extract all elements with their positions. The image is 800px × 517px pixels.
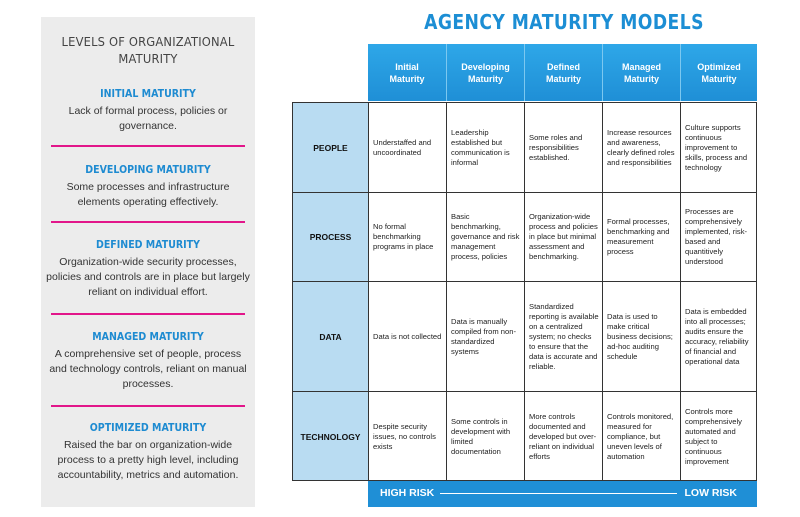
column-header-line1: Managed: [621, 61, 661, 72]
table-cell: [368, 281, 446, 391]
column-header: [524, 44, 602, 101]
cell-text: Understaffed and uncoordinated: [373, 137, 432, 157]
panel-title-line2: MATURITY: [118, 51, 178, 66]
column-header-line1: Optimized: [697, 61, 741, 72]
cell-text: Increase resources and awareness, clearly defined roles and responsibilities: [607, 127, 675, 167]
level-description: Organization-wide security processes, policies and controls are in place but largely reliant on individual effort.: [46, 256, 250, 298]
cell-text: Culture supports continuous improvement to skills, process and technology: [685, 122, 748, 172]
level-description: A comprehensive set of people, process and technology controls, reliant on manual processes.: [49, 348, 247, 390]
level-managed: [41, 330, 255, 392]
table-cell: [446, 192, 524, 281]
level-title: DEFINED MATURITY: [96, 239, 200, 251]
table-cell: [602, 281, 680, 391]
column-header: [368, 44, 446, 101]
column-header-line1: Initial: [395, 61, 419, 72]
table-cell: [368, 192, 446, 281]
cell-text: Standardized reporting is available on a centralized system; no checks to ensure that the data is accurate and reliable.: [529, 301, 599, 371]
column-header: [680, 44, 757, 101]
table-cell: [368, 102, 446, 192]
column-header-line2: Maturity: [623, 73, 659, 84]
row-header-technology: TECHNOLOGY: [292, 391, 368, 481]
cell-text: Processes are comprehensively implemented, risk-based and quantitively understood: [685, 207, 748, 266]
level-title: INITIAL MATURITY: [100, 88, 196, 100]
table-cell: [680, 391, 757, 481]
column-header-line2: Maturity: [701, 73, 737, 84]
cell-text: Some controls in development with limited documentation: [451, 416, 511, 456]
column-header-line1: Developing: [461, 61, 510, 72]
panel-title-line1: LEVELS OF ORGANIZATIONAL: [61, 34, 235, 49]
cell-text: Some roles and responsibilities established.: [529, 132, 583, 162]
level-description: Raised the bar on organization-wide process to a pretty high level, including accountability, metrics and automation.: [57, 439, 239, 481]
table-cell: [446, 102, 524, 192]
table-cell: [602, 391, 680, 481]
column-header: [446, 44, 524, 101]
table-cell: [368, 391, 446, 481]
cell-text: Despite security issues, no controls exists: [373, 421, 436, 451]
cell-text: Data is embedded into all processes; audits ensure the accuracy, reliability of financial and operational data: [685, 306, 749, 366]
cell-text: No formal benchmarking programs in place: [373, 222, 434, 251]
cell-text: Data is manually compiled from non-standardized systems: [451, 316, 516, 356]
level-initial: [41, 87, 255, 134]
high-risk-label: HIGH RISK: [380, 487, 435, 499]
low-risk-label: LOW RISK: [684, 487, 737, 499]
panel-title: [50, 33, 247, 67]
table-cell: [524, 391, 602, 481]
level-optimized: [41, 421, 255, 483]
cell-text: Data is not collected: [373, 331, 442, 341]
cell-text: Formal processes, benchmarking and measurement process: [607, 217, 670, 256]
level-divider: [51, 405, 245, 407]
column-header-line2: Maturity: [389, 73, 425, 84]
column-header: [602, 44, 680, 101]
table-cell: [602, 192, 680, 281]
cell-text: Controls more comprehensively automated and subject to continuous improvement: [685, 406, 742, 466]
column-header-line1: Defined: [546, 61, 580, 72]
cell-text: Organization-wide process and policies in place but minimal assessment and benchmarking.: [529, 212, 598, 261]
table-cell: [524, 102, 602, 192]
level-divider: [51, 221, 245, 223]
table-cell: [680, 192, 757, 281]
level-defined: [41, 238, 255, 300]
maturity-levels-panel: [41, 17, 255, 507]
table-cell: [524, 192, 602, 281]
column-header-line2: Maturity: [545, 73, 581, 84]
row-header-data: DATA: [292, 281, 368, 391]
table-cell: [680, 281, 757, 391]
cell-text: Basic benchmarking, governance and risk management process, policies: [451, 212, 520, 261]
table-cell: [446, 391, 524, 481]
table-cell: [680, 102, 757, 192]
level-developing: [41, 163, 255, 210]
level-description: Lack of formal process, policies or governance.: [68, 105, 228, 132]
cell-text: Leadership established but communication is informal: [451, 127, 510, 167]
cell-text: Controls monitored, measured for compliance, but uneven levels of automation: [607, 411, 674, 461]
chart-title: AGENCY MATURITY MODELS: [424, 10, 704, 34]
cell-text: Data is used to make critical business decisions; ad-hoc auditing schedule: [607, 311, 673, 361]
level-divider: [51, 145, 245, 147]
table-cell: [446, 281, 524, 391]
cell-text: More controls documented and developed but over-reliant on individual efforts: [529, 411, 597, 461]
table-cell: [602, 102, 680, 192]
row-header-process: PROCESS: [292, 192, 368, 281]
risk-scale-line: [440, 493, 677, 494]
column-header-line2: Maturity: [467, 73, 503, 84]
level-title: MANAGED MATURITY: [92, 331, 204, 343]
level-description: Some processes and infrastructure elements operating effectively.: [66, 181, 230, 208]
risk-scale-bar: [368, 481, 757, 507]
level-title: DEVELOPING MATURITY: [85, 164, 211, 176]
level-title: OPTIMIZED MATURITY: [89, 422, 207, 434]
row-header-people: PEOPLE: [292, 102, 368, 192]
table-cell: [524, 281, 602, 391]
level-divider: [51, 313, 245, 315]
